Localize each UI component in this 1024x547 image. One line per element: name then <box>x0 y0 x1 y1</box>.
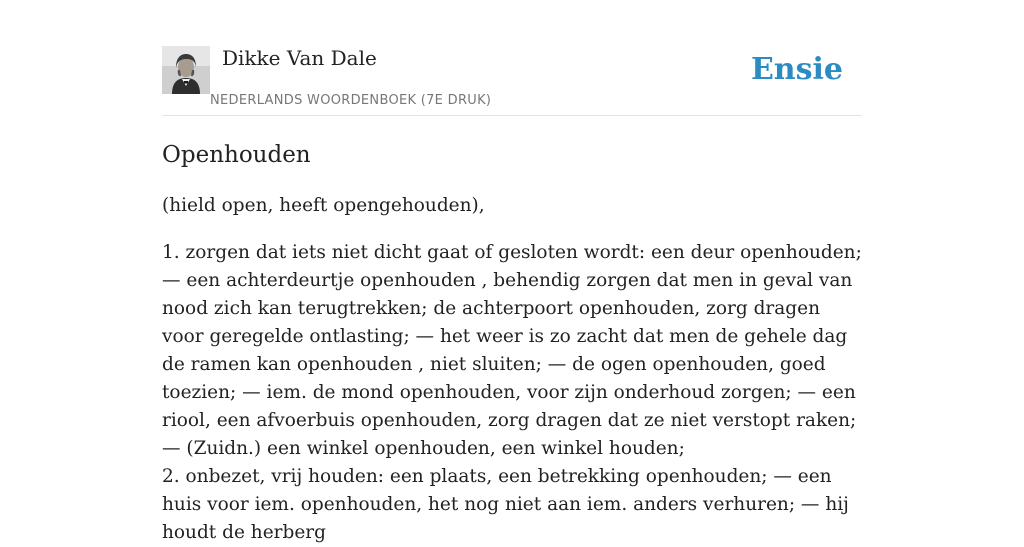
ensie-logo[interactable]: Ensie <box>750 52 843 87</box>
entry-forms: (hield open, heeft opengehouden), <box>162 195 485 216</box>
author-avatar[interactable] <box>162 46 210 94</box>
definition-item: 2. onbezet, vrij houden: een plaats, een betrekking openhouden; — een huis voor iem. openhouden, het nog niet aan iem. anders verhuren; — hij houdt de herberg <box>162 466 849 543</box>
author-name[interactable]: Dikke Van Dale <box>222 46 377 70</box>
site-header <box>162 46 862 116</box>
entry-definitions <box>162 239 862 547</box>
definition-item: 1. zorgen dat iets niet dicht gaat of gesloten wordt: een deur openhouden; — een achterdeurtje openhouden , behendig zorgen dat men in geval van nood zich kan terugtrekken; de achterpoort openhouden, zorg dragen voor geregelde ontlasting; — het weer is zo zacht dat men de gehele dag de ramen kan openhouden , niet sluiten; — de ogen openhouden, goed toezien; — iem. de mond openhouden, voor zijn onderhoud zorgen; — een riool, een afvoerbuis openhouden, zorg dragen dat ze niet verstopt raken; — (Zuidn.) een winkel openhouden, een winkel houden; <box>162 242 862 459</box>
portrait-avatar-icon <box>162 46 210 94</box>
entry-title: Openhouden <box>162 142 311 168</box>
source-subtitle[interactable]: NEDERLANDS WOORDENBOEK (7E DRUK) <box>210 93 492 108</box>
